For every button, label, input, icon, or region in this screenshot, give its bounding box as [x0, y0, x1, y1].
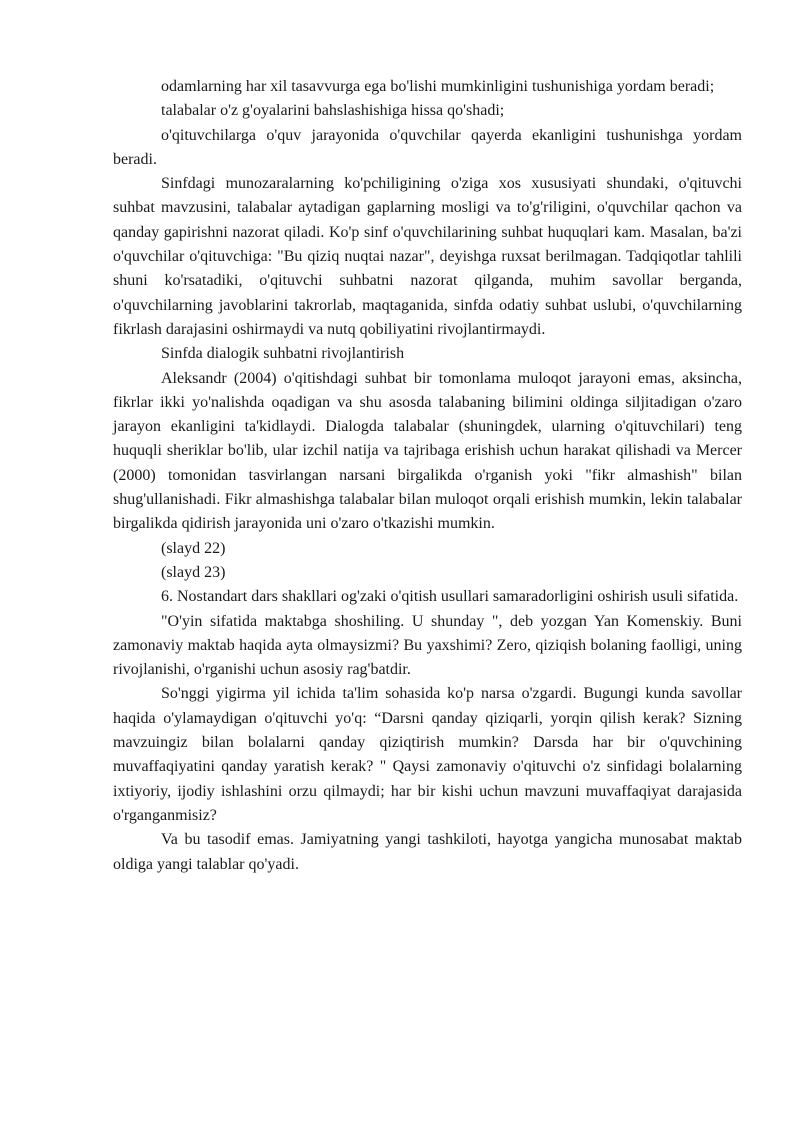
paragraph-aleksandr-dialogue: Aleksandr (2004) o'qitishdagi suhbat bir tomonlama muloqot jarayoni emas, aksincha, fikrlar ikki yo'nalishda oqadigan va shu asosda talabaning bilimini oldinga siljitadigan o'zaro jarayon ekanligini ta'kidlaydi. Dialogda talabalar (shuningdek, ularning o'qituvchilari) teng huquqli sheriklar bo'lib, ular izchil natija va tajribaga erishish uchun harakat qilishadi va Mercer (2000) tomonidan tasvirlangan narsani birgalikda o'rganish yoki "fikr almashish" bilan shug'ullanishadi. Fikr almashishga talabalar bilan muloqot orqali erishish mumkin, lekin talabalar birgalikda qidirish jarayonida uni o'zaro o'tkazishi mumkin.: [113, 369, 742, 533]
paragraph-understanding-views: odamlarning har xil tasavvurga ega bo'lishi mumkinligini tushunishiga yordam beradi;: [161, 78, 715, 95]
paragraph-komensky-quote: "O'yin sifatida maktabga shoshiling. U shunday ", deb yozgan Yan Komenskiy. Buni zamonaviy maktab haqida ayta olmaysizmi? Bu yaxshimi? Zero, qiziqish bolaning faolligi, uning rivojlanishi, o'rganishi uchun asosiy rag'batdir.: [113, 612, 742, 679]
section-heading-nonstandard-lessons: 6. Nostandart dars shakllari og'zaki o'qitish usullari samaradorligini oshirish usuli sifatida.: [161, 588, 739, 606]
slide-reference-23: (slayd 23): [161, 563, 226, 581]
section-heading-dialogic-talk: Sinfda dialogik suhbatni rivojlantirish: [161, 345, 405, 363]
paragraph-students-contribute: talabalar o'z g'oyalarini bahslashishiga hissa qo'shadi;: [161, 102, 505, 120]
paragraph-teachers-understand: o'qituvchilarga o'quv jarayonida o'quvchilar qayerda ekanligini tushunishga yordam beradi.: [113, 126, 742, 168]
paragraph-classroom-discussions: Sinfdagi munozaralarning ko'pchiligining o'ziga xos xususiyati shundaki, o'qituvchi suhbat mavzusini, talabalar aytadigan gaplarning mosligi va to'g'riligini, o'quvchilar qachon va qanday gapirishni nazorat qiladi. Ko'p sinf o'quvchilarining suhbat huquqlari kam. Masalan, ba'zi o'quvchilar o'qituvchiga: "Bu qiziq nuqtai nazar", deyishga ruxsat berilmagan. Tadqiqotlar tahlili shuni ko'rsatadiki, o'qituvchi suhbatni nazorat qilganda, muhim savollar berganda, o'quvchilarning javoblarini takrorlab, maqtaganida, sinfda odatiy suhbat uslubi, o'quvchilarning fikrlash darajasini oshirmaydi va nutq qobiliyatini rivojlantirmaydi.: [113, 175, 742, 338]
paragraph-not-coincidence: Va bu tasodif emas. Jamiyatning yangi tashkiloti, hayotga yangicha munosabat maktab oldiga yangi talablar qo'yadi.: [113, 831, 742, 873]
paragraph-last-twenty-years: So'nggi yigirma yil ichida ta'lim sohasida ko'p narsa o'zgardi. Bugungi kunda savollar haqida o'ylamaydigan o'qituvchi yo'q: “Darsni qanday qiziqarli, yorqin qilish kerak? Sizning mavzuingiz bilan bolalarni qanday qiziqtirish mumkin? Darsda har bir o'quvchining muvaffaqiyatini qanday yaratish kerak? " Qaysi zamonaviy o'qituvchi o'z sinfidagi bolalarning ixtiyoriy, ijodiy ishlashini orzu qilmaydi; har bir kishi uchun mavzuni muvaffaqiyat darajasida o'rganganmisiz?: [113, 685, 742, 824]
document-body: [113, 75, 742, 877]
slide-reference-22: (slayd 22): [161, 539, 226, 557]
